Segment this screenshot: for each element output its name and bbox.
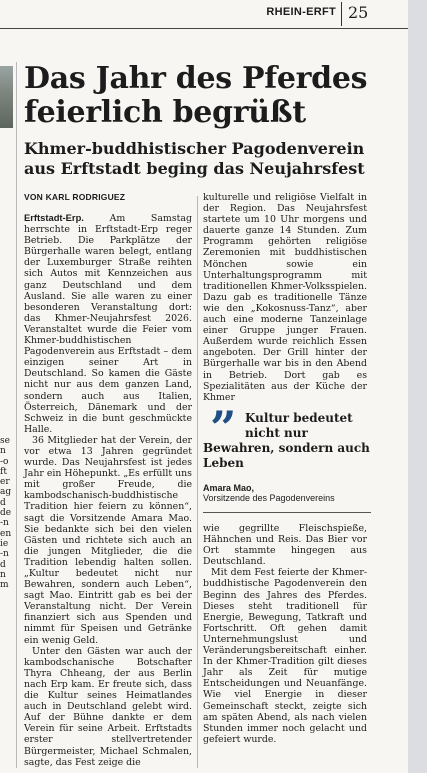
paragraph: kulturelle und religiöse Vielfalt in der Region. Das Neujahrsfest startete um 10 Uhr morgens und dauerte ganze 14 Stunden. Zum Programm gehörten religiöse Zeremonien mit buddhistischen Mönchen sowie ein Unterhaltungsprogramm mit traditionellen Khmer-Volksspielen. Dazu gab es traditionelle Tänze wie den „Kokosnuss-Tanz“, aber auch eine moderne Tanzeinlage einer Gruppe junger Frauen. Außerdem wurde reichlich Essen angeboten. Der Grill hinter der Bürgerhalle war bis in den Abend in Betrieb. Dort gab es Spezialitäten aus der Küche der Khmer: [203, 192, 367, 403]
paragraph: Erftstadt-Erp. Am Samstag herrschte in Erftstadt-Erp reger Betrieb. Die Parkplätze der Bürgerhalle waren belegt, entlang der Luxemburger Straße reihten sich Autos mit Kennzeichen aus ganz Deutschland und dem Ausland. Sie alle waren zu einer besonderen Veranstaltung dort: das Khmer-Neujahrsfest 2026. Veranstaltet wurde die Feier vom Khmer-buddhistischen Pagodenverein aus Erftstadt – dem einzigen seiner Art in Deutschland. So kamen die Gäste nicht nur aus dem ganzen Land, sondern auch aus Italien, Österreich, Dänemark und der Schweiz in die bunt geschmückte Halle.: [24, 212, 192, 435]
section-name: RHEIN-ERFT: [266, 6, 336, 18]
article-column-2-top: [203, 192, 367, 403]
paragraph: 36 Mitglieder hat der Verein, der vor etwa 13 Jahren gegründet wurde. Das Neujahrsfest ist jedes Jahr ein Höhepunkt. „Es erfüllt uns mit großer Freude, die kambodschanisch-buddhistische Tradition hier feiern zu können“, sagt die Vorsitzende Amara Mao. Sie bedankte sich bei den vielen Gästen und richtete sich auch an die jungen Mitglieder, die die Tradition lebendig halten sollen. „Kultur bedeutet nicht nur Bewahren, sondern auch Leben“, sagt Mao. Eintritt gab es bei der Veranstaltung nicht. Der Verein finanziert sich aus Spenden und nimmt für Speisen und Getränke ein wenig Geld.: [24, 434, 192, 646]
byline: VON KARL RODRIGUEZ: [24, 192, 126, 202]
cut-column-fragment: se: [0, 436, 10, 446]
cut-column-fragment: er: [0, 477, 10, 488]
cut-column-fragment: d: [0, 559, 6, 570]
cut-column-fragment: ie: [0, 538, 9, 549]
cut-column-fragment: n-: [0, 518, 9, 529]
article-column-1: [24, 212, 192, 768]
dateline: Erftstadt-Erp.: [24, 212, 84, 223]
paragraph: Unter den Gästen war auch der kambodschanische Botschafter Thyra Chheang, der aus Berlin nach Erp kam. Er freute sich, dass die Kultur seines Heimatlandes auch in Deutschland gelebt wird. Auf der Bühne dankte er dem Verein für seine Arbeit. Erftstadts erster stellvertretender Bürgermeister, Michael Schmalen, sagte, das Fest zeige die: [24, 645, 192, 768]
background-edge: [408, 0, 427, 773]
cut-column-fragment: ag: [0, 487, 12, 498]
cut-column-fragment: de: [0, 508, 12, 519]
cut-column-fragment: n-: [0, 549, 9, 560]
header-rule: [0, 28, 408, 29]
cut-column-fragment: en: [0, 528, 12, 539]
cut-off-column: [0, 436, 13, 590]
headline: Das Jahr des Pferdes feierlich begrüßt: [24, 61, 368, 130]
cut-column-fragment: o-: [0, 456, 9, 467]
column-rule-left: [16, 62, 17, 768]
paragraph: Mit dem Fest feierte der Khmer-buddhistische Pagodenverein den Beginn des Jahres des Pferdes. Dieses steht traditionell für Energie, Bewegung, Tatkraft und Fortschritt. Oft gehen damit Unternehmungslust und Veränderungsbereitschaft einher. In der Khmer-Tradition gilt dieses Jahr als Zeit für mutige Entscheidungen und Neuanfänge. Wie viel Energie in dieser Gemeinschaft steckt, zeigte sich am späten Abend, als nach vielen Stunden immer noch gelacht und gefeiert wurde.: [203, 567, 367, 745]
quote-text: Kultur bedeutet nicht nur Bewahren, sondern auch Leben: [203, 411, 370, 470]
pull-quote: [203, 401, 373, 503]
header-divider: [341, 2, 342, 26]
cut-column-fragment: n: [0, 569, 6, 580]
subtitle: Khmer-buddhistischer Pagodenverein aus Erftstadt beging das Neujahrsfest: [24, 139, 365, 178]
quote-rule: [203, 512, 371, 513]
quote-mark-icon: ”: [210, 401, 237, 455]
quote-author: Amara Mao,: [203, 483, 255, 493]
paragraph: wie gegrillte Fleischspieße, Hähnchen und Reis. Das Bier vor Ort stammte hingegen aus Deutschland.: [203, 523, 367, 568]
cut-column-fragment: n: [0, 446, 6, 457]
cut-column-fragment: d: [0, 497, 6, 508]
cut-column-fragment: ft: [0, 466, 7, 477]
page-number: 25: [348, 3, 369, 22]
cropped-photo: [0, 66, 13, 128]
article-column-2-bottom: [203, 523, 367, 745]
quote-author-role: Vorsitzende des Pagodenvereins: [203, 493, 335, 503]
cut-column-fragment: m: [0, 580, 9, 591]
column-rule-middle: [197, 196, 198, 768]
